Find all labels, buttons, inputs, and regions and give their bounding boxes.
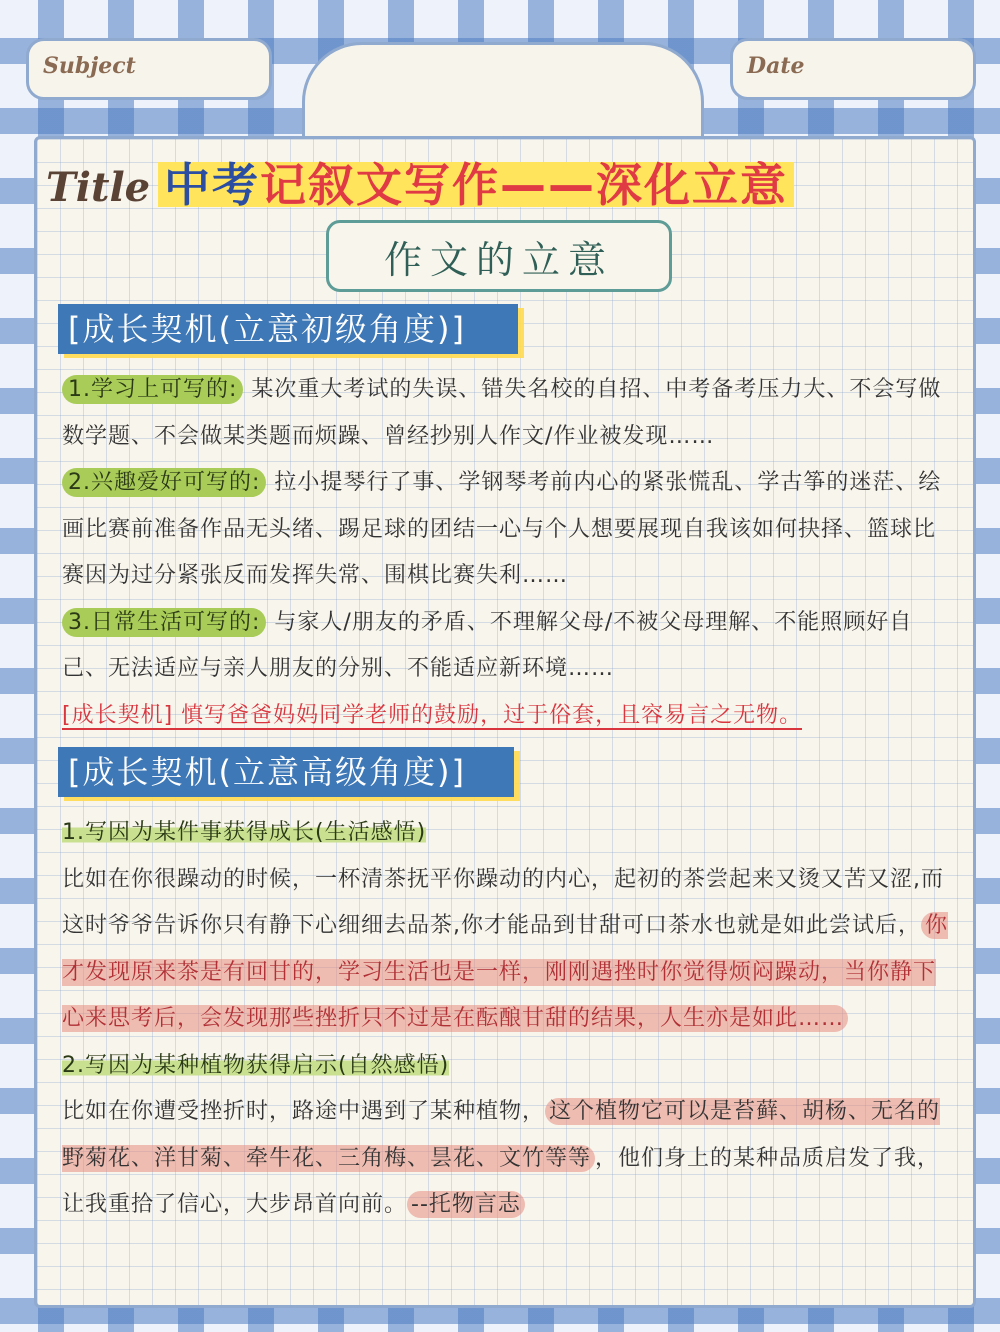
section1-item [62, 460, 952, 600]
section2-item2-text [62, 1089, 952, 1229]
subtitle-box [326, 220, 672, 292]
title-prefix: Title [46, 164, 151, 211]
subject-tab [26, 38, 272, 100]
subtitle: 作文的立意 [383, 237, 614, 282]
item-text: 拉小提琴行了事、学钢琴考前内心的紧张慌乱、学古筝的迷茫、绘画比赛前准备作品无头绪、踢足球的团结一心与个人想要展现自我该如何抉择、篮球比赛因为过分紧张反而发挥失常、围棋比赛失利…… [62, 470, 942, 588]
page-title [158, 156, 794, 214]
item-highlight: 你才发现原来茶是有回甘的，学习生活也是一样，刚刚遇挫时你觉得烦闷躁动，当你静下心来思考后，会发现那些挫折只不过是在酝酿甘甜的结果，人生亦是如此…… [62, 913, 949, 1031]
item-tag: --托物言志 [407, 1191, 525, 1218]
section2-item1-label-row [62, 810, 952, 857]
item-text: 比如在你很躁动的时候，一杯清茶抚平你躁动的内心，起初的茶尝起来又烫又苦又涩,而这时爷爷告诉你只有静下心细细去品茶,你才能品到甘甜可口茶水也就是如此尝试后， [62, 866, 944, 938]
warning-text: [成长契机] 慎写爸爸妈妈同学老师的鼓励，过于俗套，且容易言之无物。 [62, 702, 803, 728]
item-text: 比如在你遭受挫折时，路途中遇到了某种植物， [62, 1099, 546, 1124]
date-tab [730, 38, 976, 100]
section2-item1-text [62, 857, 952, 1043]
section1-item [62, 367, 952, 460]
item-label: 1.学习上可写的: [62, 375, 243, 404]
section1-warning [62, 693, 952, 740]
section1-item [62, 600, 952, 693]
subject-label: Subject [43, 53, 136, 79]
title-part2: 记叙文写作——深化立意 [260, 158, 788, 212]
item-label: 2.写因为某种植物获得启示(自然感悟) [62, 1052, 450, 1078]
item-text: 某次重大考试的失误、错失名校的自招、中考备考压力大、不会写做数学题、不会做某类题而烦躁、曾经抄别人作文/作业被发现…… [62, 377, 942, 449]
item-highlight: 这个植物它可以是苔藓、胡杨、无名的野菊花、洋甘菊、牵牛花、三角梅、昙花、文竹等等 [62, 1099, 941, 1171]
date-label: Date [747, 53, 805, 79]
title-row [40, 150, 960, 220]
item-label: 1.写因为某件事获得成长(生活感悟) [62, 820, 427, 845]
title-part1: 中考 [164, 158, 260, 212]
item-label: 2.兴趣爱好可写的: [62, 468, 266, 497]
section1-heading: [成长契机(立意初级角度)] [58, 304, 518, 354]
section2-heading: [成长契机(立意高级角度)] [58, 747, 514, 797]
section2-item2-label-row [62, 1043, 952, 1090]
item-label: 3.日常生活可写的: [62, 608, 266, 637]
item-text: 与家人/朋友的矛盾、不理解父母/不被父母理解、不能照顾好自己、无法适应与亲人朋友的分别、不能适应新环境…… [62, 609, 913, 681]
item-text2: ，他们身上的某种品质启发了我，让我重拾了信心，大步昂首向前。 [62, 1145, 941, 1217]
section1-body [62, 367, 952, 739]
section2-body [62, 810, 952, 1229]
